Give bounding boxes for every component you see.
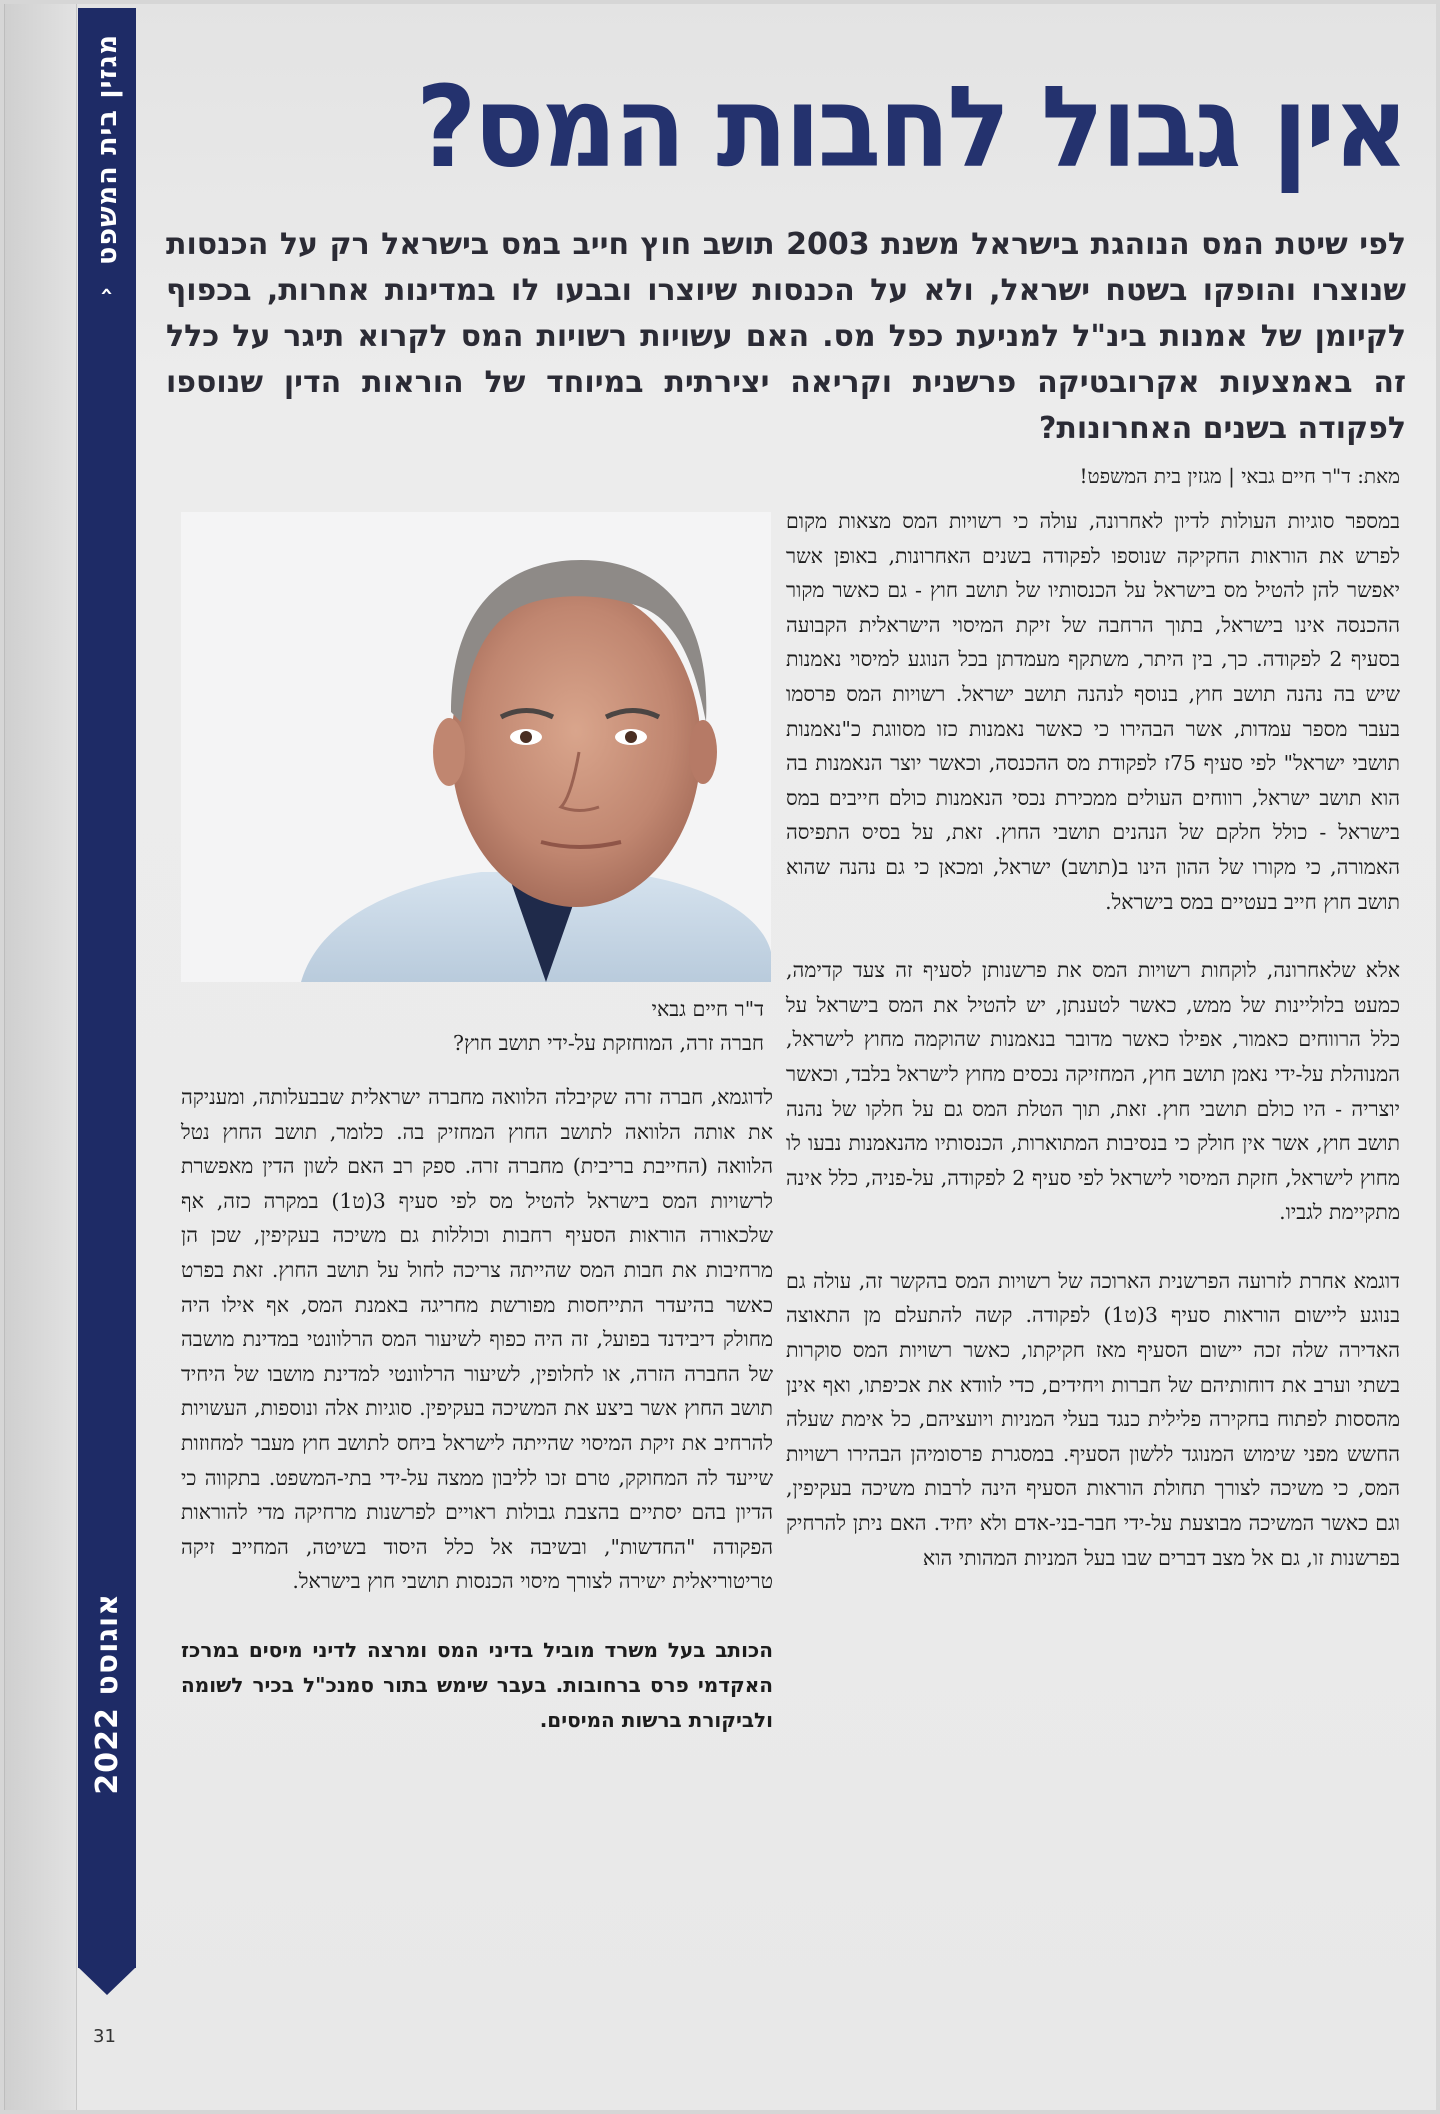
left-column-lead: חברה זרה, המוחזקת על-ידי תושב חוץ? [453,1031,764,1055]
issue-date: אוגוסט 2022 [89,1593,125,1795]
article-lead: לפי שיטת המס הנוהגת בישראל משנת 2003 תושב חוץ חייב במס בישראל רק על הכנסות שנוצרו והופקו בשטח ישראל, ולא על הכנסות שיוצרו ובבעו לו במדינות אחרות, בכפוף לקיומן של אמנות בינ"ל למניעת כפל מס. האם עשויות רשויות המס לקרוא תיגר על כלל זה באמצעות אקרובטיקה פרשנית וקריאה יצירתית במיוחד של הוראות הדין שנוספו לפקודה בשנים האחרונות? [166,227,1406,446]
chevron-icon: › [94,286,120,296]
page-number: 31 [93,2026,116,2047]
page-edge [5,4,77,2110]
article-column-right [786,504,1400,1609]
paragraph: במספר סוגיות העולות לדיון לאחרונה, עולה כי רשויות המס מצאות מקום לפרש את הוראות החקיקה שנוספו לפקודה בשנים האחרונות, באופן אשר יאפשר להן להטיל מס בישראל על הכנסותיו של תושב חוץ - גם כאשר מקור ההכנסה אינו בישראל, בתוך הרחבה של זיקת המיסוי הישראלית הקבועה בסעיף 2 לפקודה. כך, בין היתר, משתקף מעמדתן בכל הנוגע למיסוי נאמנות שיש בה נהנה תושב חוץ, בנוסף לנהנה תושב ישראל. רשויות המס פרסמו בעבר מספר עמדות, אשר הבהירו כי כאשר נאמנות כזו מסווגת כ"נאמנות תושבי ישראל" לפי סעיף 75ז לפקודת מס ההכנסה, וכאשר יוצר הנאמנות בה הוא תושב ישראל, רווחים העולים ממכירת נכסי הנאמנות כולם חייבים במס בישראל - כולל חלקם של הנהנים תושבי החוץ. זאת, על בסיס התפיסה האמורה, כי מקורו של ההון הינו ב(תושב) ישראל, ומכאן כי גם נהנה שהוא תושב חוץ חייב בעטיים במס בישראל. [786,509,1400,914]
article-column-left [181,1080,773,1772]
paragraph: אלא שלאחרונה, לוקחות רשויות המס את פרשנותן לסעיף זה צעד קדימה, כמעט בלוליינות של ממש, כאשר לטענתן, יש להטיל את המס בישראל על כלל הרווחים כאמור, אפילו כאשר מדובר בנאמנות שהוקמה מחוץ לישראל, המנוהלת על-ידי נאמן תושב חוץ, המחזיקה נכסים מחוץ לישראל בלבד, וכאשר יוצריה - היו כולם תושבי חוץ. זאת, תוך הטלת המס גם על חלקו של נהנה תושב חוץ, אשר אין חולק כי בנסיבות המתוארות, הכנסותיו מהנאמנות נבעו לו מחוץ לישראל, חזקת המיסוי לישראל לפי סעיף 2 לפקודה, על-פניה, כלל אינה מתקיימת לגביו. [786,958,1401,1225]
paragraph: לדוגמא, חברה זרה שקיבלה הלוואה מחברה ישראלית שבבעלותה, ומעניקה את אותה הלוואה לתושב החוץ המחזיק בה. כלומר, תושב החוץ נטל הלוואה (החייבת בריבית) מחברה זרה. ספק רב האם לשון הדין מאפשרת לרשויות המס בישראל להטיל מס לפי סעיף 3(ט1) במקרה כזה, אף שלכאורה הוראות הסעיף רחבות וכוללות גם משיכה בעקיפין, שכן הן מרחיבות את חבות המס שהייתה צריכה לחול על תושב החוץ. זאת בפרט כאשר בהיעדר התייחסות מפורשת מחריגה באמנת המס, אף אילו היה מחולק דיבידנד בפועל, זה היה כפוף לשיעור המס הרלוונטי במדינת מושבה של החברה הזרה, או לחלופין, לשיעור הרלוונטי למדינת מושבו של היחיד תושב החוץ אשר ביצע את המשיכה בעקיפין. סוגיות אלה ונוספות, העשויות להרחיב את זיקת המיסוי שהייתה לישראל ביחס לתושב חוץ מעבר למחוזות שייעד לה המחוקק, טרם זכו לליבון ממצה על-ידי בתי-המשפט. בתקווה כי הדיון בהם יסתיים בהצבת גבולות ראויים לפרשנות מרחיקה מדי להוראות הפקודה "החדשות", ובשיבה אל כלל היסוד בשיטה, המחייב זיקה טריטוריאלית ישירה לצורך מיסוי הכנסות תושבי חוץ בישראל. [181,1085,773,1594]
author-photo [181,512,771,982]
magazine-name: מגזין בית המשפט [91,34,123,265]
caption-name: ד"ר חיים גבאי [651,997,764,1021]
magazine-name-label[interactable] [78,14,136,494]
article-title: אין גבול לחבות המס? [415,63,1407,193]
issue-date-label [78,1564,136,1824]
magazine-page [4,4,1436,2110]
author-bio: הכותב בעל משרד מוביל בדיני המס ומרצה לדיני מיסים במרכז האקדמי פרס ברחובות. בעבר שימש בתור סמנכ"ל בכיר לשומה ולביקורת ברשות המיסים. [181,1637,773,1732]
photo-caption [172,992,764,1060]
paragraph: דוגמא אחרת לזרועה הפרשנית הארוכה של רשויות המס בהקשר זה, עולה גם בנוגע ליישום הוראות סעיף 3(ט1) לפקודה. קשה להתעלם מן התאוצה האדירה שלה זכה יישום הסעיף מאז חקיקתו, כאשר רשויות המס סוקרות בשתי וערב את דוחותיהם של חברות ויחידים, כדי לוודא את אכיפתו, ואף אינן מהססות לפתוח בחקירה פלילית כנגד בעלי המניות ויועציהם, כל אימת שעלה החשש מפני שימוש המנוגד ללשון הסעיף. במסגרת פרסומיהן הבהירו רשויות המס, כי משיכה לצורך תחולת הוראות הסעיף הינה לרבות משיכה בעקיפין, וגם כאשר המשיכה מבוצעת על-ידי חבר-בני-אדם ולא יחיד. האם ניתן להרחיק בפרשנות זו, גם אל מצב דברים שבו בעל המניות המהותי הוא [786,1268,1400,1570]
portrait-illustration [181,512,771,982]
section-band-tip [78,1967,136,1995]
byline: מאת: ד"ר חיים גבאי | מגזין בית המשפט! [1079,464,1400,488]
